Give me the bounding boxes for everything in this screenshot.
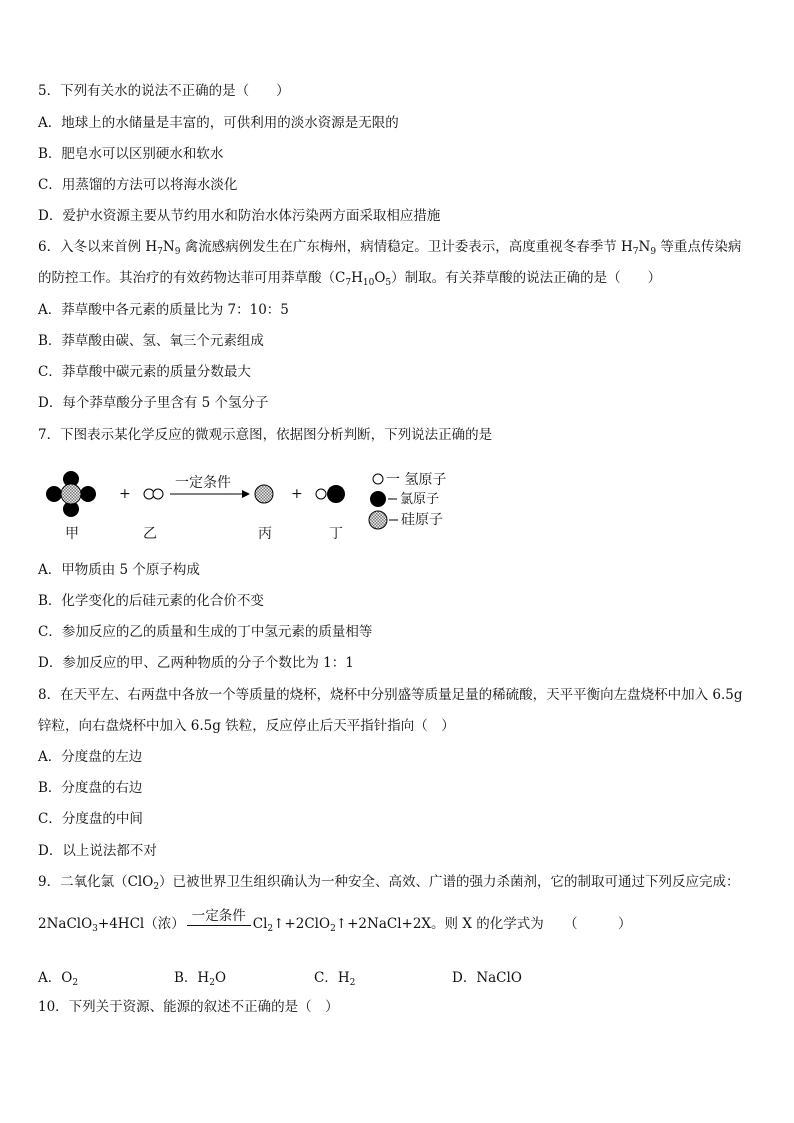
label-bing: 丙	[258, 526, 272, 542]
q6-option-c: C．莽草酸中碳元素的质量分数最大	[38, 364, 251, 380]
q7-option-a: A．甲物质由 5 个原子构成	[38, 562, 200, 578]
q6-stem-line1: 6．入冬以来首例 $H_7N_9$ 禽流感病例发生在广东梅州，病情稳定。卫计委表示，高度重视冬春季节 $H_7N_9$ 等重点传染病	[38, 239, 742, 257]
q5-option-d: D．爱护水资源主要从节约用水和防治水体污染两方面采取相应措施	[38, 208, 441, 224]
legend-silicon-icon	[369, 511, 387, 529]
q9-equation: 2NaClO$_3$+4HCl（浓） 一定条件 $Cl_2↑+2ClO_2↑+2NaCl+2X$。则 X 的化学式为 （ ）	[38, 912, 631, 934]
q7-option-b: B．化学变化的后硅元素的化合价不变	[38, 593, 264, 609]
q7-option-c: C．参加反应的乙的质量和生成的丁中氢元素的质量相等	[38, 624, 373, 640]
q8-option-c: C．分度盘的中间	[38, 811, 143, 827]
q9-option-d: D．NaClO	[452, 970, 522, 986]
q5-option-a: A．地球上的水储量是丰富的，可供利用的淡水资源是无限的	[38, 115, 399, 131]
q6-stem-line2: 的防控工作。其治疗的有效药物达菲可用莽草酸$(C_7H_{10}O_5)$制取。有关莽草酸的说法正确的是（ ）	[38, 270, 662, 288]
q9-option-b: B．$H_2O$	[174, 970, 227, 988]
q5-option-b: B．肥皂水可以区别硬水和软水	[38, 146, 224, 162]
molecule-jia	[46, 471, 96, 517]
plus-sign-2: +	[291, 486, 303, 502]
reaction-arrow	[170, 490, 250, 498]
reaction-condition: 一定条件	[175, 475, 231, 491]
q7-option-d: D．参加反应的甲、乙两种物质的分子个数比为 1：1	[38, 655, 354, 671]
q8-stem-line1: 8．在天平左、右两盘中各放一个等质量的烧杯，烧杯中分别盛等质量足量的稀硫酸，天平平衡向左盘烧杯中加入 6.5g	[38, 687, 743, 703]
q5-option-c: C．用蒸馏的方法可以将海水淡化	[38, 177, 238, 193]
label-jia: 甲	[65, 526, 79, 542]
label-ding: 丁	[329, 526, 343, 542]
q7-stem: 7．下图表示某化学反应的微观示意图，依据图分析判断，下列说法正确的是	[38, 427, 493, 443]
q5-stem: 5．下列有关水的说法不正确的是（ ）	[38, 83, 290, 99]
q6-option-d: D．每个莽草酸分子里含有 5 个氢分子	[38, 395, 269, 411]
legend-chlorine: 氯原子	[400, 492, 440, 507]
legend-chlorine-icon	[370, 491, 386, 507]
q9-option-a: A．$O_2$	[38, 970, 79, 988]
q10-stem: 10．下列关于资源、能源的叙述不正确的是（ ）	[38, 999, 339, 1015]
legend-hydrogen-icon	[373, 474, 383, 484]
molecule-bing	[255, 485, 273, 503]
legend-silicon: 硅原子	[401, 512, 443, 528]
molecule-yi	[144, 489, 163, 499]
q8-option-d: D．以上说法都不对	[38, 843, 157, 859]
q8-stem-line2: 锌粒，向右盘烧杯中加入 6.5g 铁粒，反应停止后天平指针指向（ ）	[38, 718, 455, 734]
label-yi: 乙	[143, 526, 157, 542]
plus-sign-1: +	[119, 486, 131, 502]
reaction-diagram	[40, 462, 460, 546]
q9-option-c: C．$H_2$	[314, 970, 356, 988]
legend	[369, 472, 446, 529]
q6-option-b: B．莽草酸由碳、氢、氧三个元素组成	[38, 333, 264, 349]
q8-option-b: B．分度盘的右边	[38, 780, 143, 796]
q9-equation-condition: 一定条件	[191, 907, 246, 924]
q9-stem: 9．二氧化氯（ClO$_2$）已被世界卫生组织确认为一种安全、高效、广谱的强力杀菌剂，它的制取可通过下列反应完成：	[38, 874, 740, 892]
molecule-ding	[316, 485, 345, 503]
legend-hydrogen: 一 氢原子	[386, 472, 447, 488]
q8-option-a: A．分度盘的左边	[38, 749, 143, 765]
q6-option-a: A．莽草酸中各元素的质量比为 7：10：5	[38, 302, 289, 318]
